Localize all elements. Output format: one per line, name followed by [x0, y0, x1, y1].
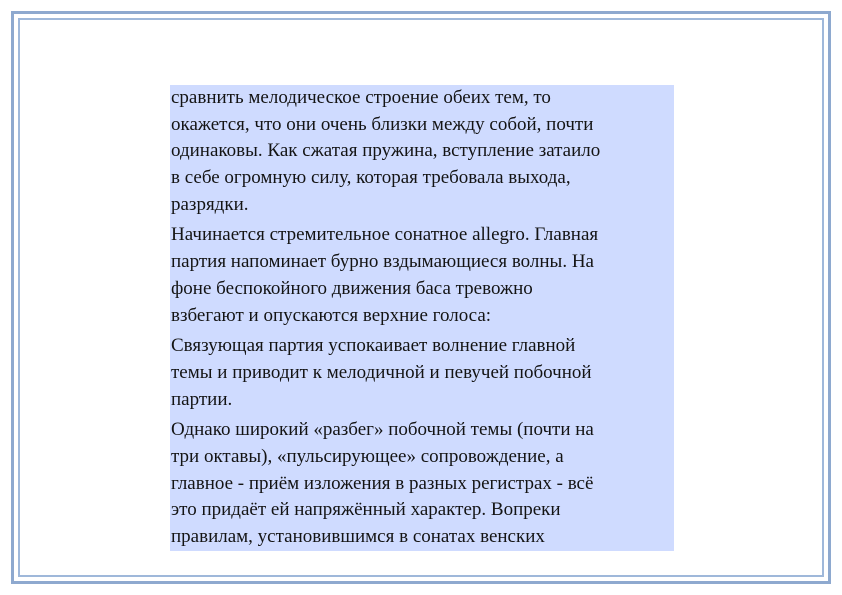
text-line: партии. — [171, 388, 233, 410]
paragraph-4 — [170, 417, 674, 550]
text-line: Связующая партия успокаивает волнение главной — [171, 335, 576, 357]
text-line: Начинается стремительное сонатное allegro. Главная — [171, 224, 599, 246]
text-line: правилам, установившимся в сонатах венских — [171, 526, 545, 547]
text-line: фоне беспокойного движения баса тревожно — [171, 277, 533, 299]
paragraph-2 — [170, 222, 674, 329]
text-line: три октавы), «пульсирующее» сопровождение, а — [171, 445, 564, 467]
text-line: это придаёт ей напряжённый характер. Вопреки — [171, 499, 561, 521]
text-line: главное - приём изложения в разных регистрах - всё — [171, 472, 594, 494]
text-line: разрядки. — [171, 193, 249, 215]
text-line: партия напоминает бурно вздымающиеся волны. На — [171, 251, 594, 273]
text-line: одинаковы. Как сжатая пружина, вступление затаило — [171, 140, 601, 162]
paragraph-3 — [170, 333, 674, 413]
text-box — [170, 85, 674, 551]
text-line: в себе огромную силу, которая требовала выхода, — [171, 167, 571, 189]
text-line: Однако широкий «разбег» побочной темы (почти на — [171, 419, 594, 441]
text-line: темы и приводит к мелодичной и певучей побочной — [171, 361, 592, 383]
text-line: сравнить мелодическое строение обеих тем, то — [171, 87, 551, 108]
text-line: взбегают и опускаются верхние голоса: — [171, 304, 492, 326]
paragraph-1 — [170, 85, 674, 218]
text-line: окажется, что они очень близки между собой, почти — [171, 113, 594, 135]
